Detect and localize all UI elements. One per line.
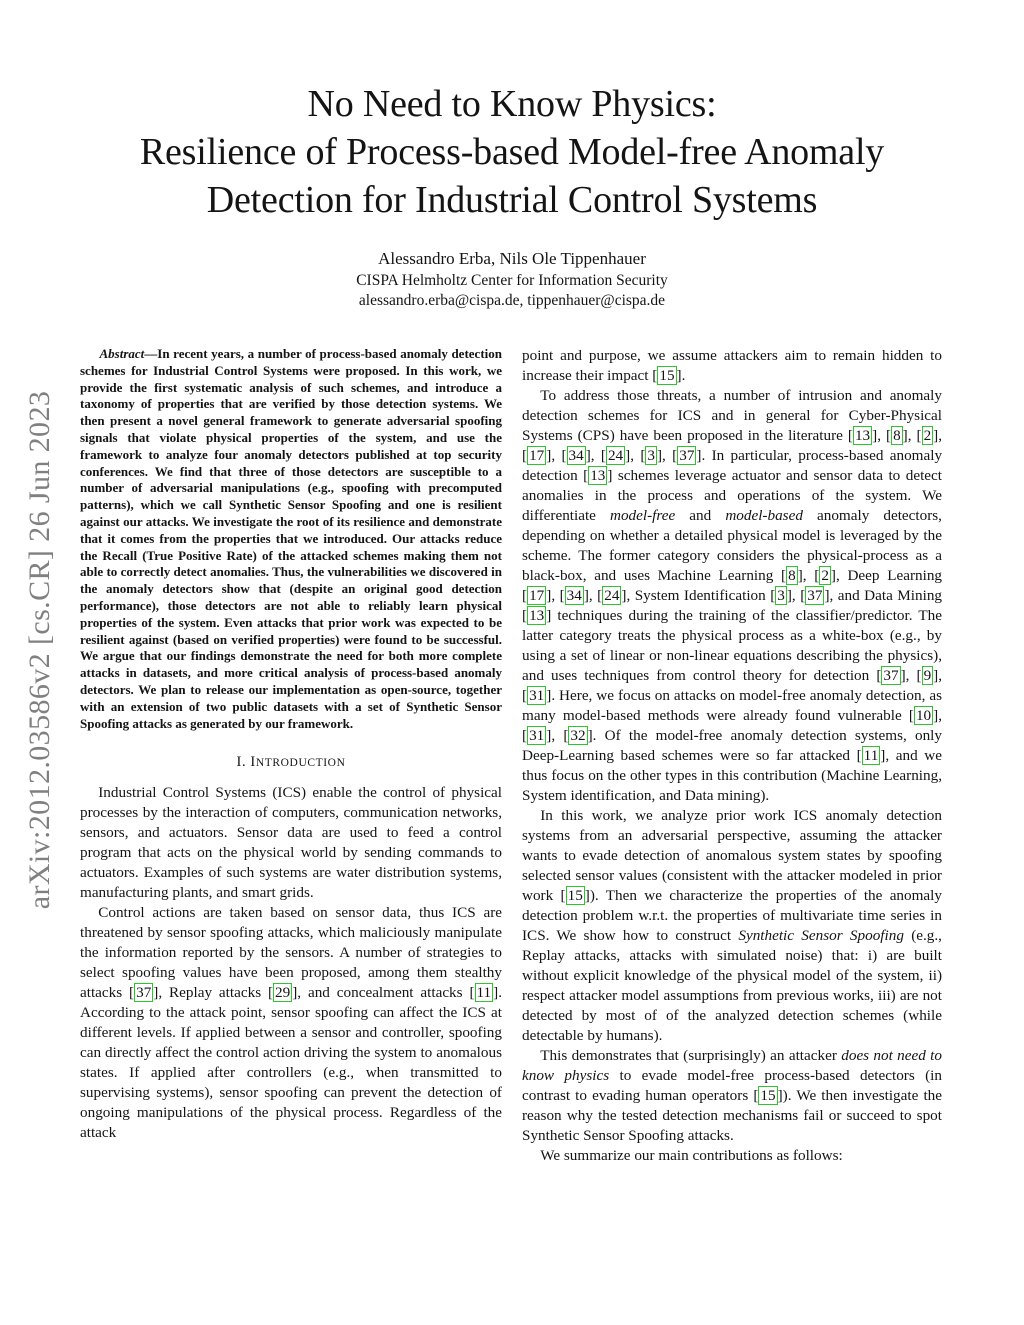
paragraph: Industrial Control Systems (ICS) enable the control of physical processes by the interaction of computers, communication networks, sensors, and actuators. Sensor data are used to feed a control program that acts on the physical world by sending commands to actuators. Examples of such systems are water distribution systems, manufacturing plants, and smart grids. — [80, 784, 502, 902]
citation-link[interactable]: 15 — [659, 367, 675, 384]
abstract-label: Abstract — [99, 346, 145, 361]
right-column — [522, 346, 942, 1166]
citation-link[interactable]: 17 — [529, 587, 545, 604]
citation-link[interactable]: 31 — [529, 727, 545, 744]
paragraph: This demonstrates that (surprisingly) an attacker does not need to know physics to evade model-free process-based detectors (in contrast to evading human operators [ 15 ]). We then investigate the reason why the tested detection mechanisms fail or succeed to spot Synthetic Sensor Spoofing attacks. — [522, 1047, 943, 1144]
left-column — [80, 346, 502, 1143]
citation-link[interactable]: 37 — [807, 587, 823, 604]
citation-link[interactable]: 8 — [893, 427, 901, 444]
citation-link[interactable]: 2 — [821, 567, 829, 584]
citation-link[interactable]: 13 — [854, 427, 871, 444]
citation-link[interactable]: 11 — [863, 747, 879, 764]
arxiv-identifier: arXiv:2012.03586v2 [cs.CR] 26 Jun 2023 — [23, 390, 56, 910]
citation-link[interactable]: 8 — [788, 567, 796, 584]
citation-link[interactable]: 24 — [604, 587, 620, 604]
citation-link[interactable]: 32 — [570, 727, 586, 744]
affiliation: CISPA Helmholtz Center for Information Security — [356, 272, 668, 289]
paragraph: point and purpose, we assume attackers aim to remain hidden to increase their impact [ 15 ]. — [522, 347, 942, 384]
abstract-text: —In recent years, a number of process-based anomaly detection schemes for Industrial Control Systems were proposed. In this work, we provide the first systematic analysis of such schemes, and introduce a taxonomy of properties that are verified by those detection systems. We then present a novel general framework to generate adversarial spoofing signals that violate physical properties of the system, and use the framework to analyze four anomaly detectors published at top security conferences. We find that three of those detectors are susceptible to a number of adversarial manipulations (e.g., spoofing with precomputed patterns), which we call Synthetic Sensor Spoofing and one is resilient against our attacks. We investigate the root of its resilience and demonstrate that it comes from the properties that we introduced. Our attacks reduce the Recall (True Positive Rate) of the attacked schemes making them not able to correctly detect anomalies. Thus, the vulnerabilities we discovered in the anomaly detectors show that (despite an original good detection performance), those detectors are not able to reliably learn physical properties of the system. Even attacks that prior work was expected to be resilient against (based on verified properties) were found to be successful. We argue that our findings demonstrate the need for both more complete attacks in datasets, and more critical analysis of process-based anomaly detectors. We plan to release our implementation as open-source, together with an extension of two public datasets with a set of Synthetic Sensor Spoofing attacks as generated by our framework. — [80, 346, 502, 731]
citation-link[interactable]: 9 — [923, 667, 932, 684]
citation-link[interactable]: 34 — [568, 447, 584, 464]
citation-link[interactable]: 29 — [275, 984, 291, 1002]
citation-link[interactable]: 3 — [647, 447, 655, 464]
citation-link[interactable]: 37 — [679, 447, 695, 464]
citation-link[interactable]: 13 — [529, 607, 545, 624]
author-list: Alessandro Erba, Nils Ole Tippenhauer — [378, 249, 646, 268]
paragraph: Control actions are taken based on sensor data, thus ICS are threatened by sensor spoofing attacks, which maliciously manipulate the information reported by the sensors. A number of strategies to select spoofing values have been proposed, among them stealthy attacks [ 37 ], Replay attacks [ 29 ], and concealment attacks [ 11 ]. According to the attack point, sensor spoofing can affect the ICS at different levels. If applied between a sensor and controller, spoofing can directly affect the control action driving the system to anomalous states. If applied after controllers (e.g., when transmitted to supervising systems), sensor spoofing can prevent the detection of ongoing manipulations of the physical process. Regardless of the attack — [80, 904, 502, 1142]
abstract — [80, 346, 502, 732]
citation-link[interactable]: 3 — [777, 587, 785, 604]
paragraph: In this work, we analyze prior work ICS anomaly detection systems from an adversarial perspective, assuming the attacker wants to evade detection of anomalous system states by spoofing selected sensor values (consistent with the attacker modeled in prior work [ 15 ]). Then we characterize the properties of the anomaly detection problem w.r.t. the properties of multivariate time series in ICS. We show how to construct Synthetic Sensor Spoofing (e.g., Replay attacks, attacks with simulated noise) that: i) are built without explicit knowledge of the physical model of the system, ii) respect attacker model assumptions from previous works, iii) are not detected by most of of the analyzed detection schemes (while detectable by humans). — [522, 807, 942, 1044]
author-emails: alessandro.erba@cispa.de, tippenhauer@cispa.de — [358, 292, 666, 309]
citation-link[interactable]: 2 — [923, 427, 932, 444]
paragraph: To address those threats, a number of intrusion and anomaly detection schemes for ICS and in general for Cyber-Physical Systems (CPS) have been proposed in the literature [ 13 ], [ 8 ], [ 2 ], [ 17 ], [ 34 ], [ 24 ], [ 3 ], [ 37 ]. In particular, process-based anomaly detection [ 13 ] schemes leverage actuator and sensor data to detect anomalies in the process and operations of the system. We differentiate model-free and model-based anomaly detectors, depending on whether a detailed physical model is leveraged by the scheme. The former category considers the physical-process as a black-box, and uses Machine Learning [ 8 ], [ 2 ], Deep Learning [ 17 ], [ 34 ], [ 24 ], System Identification [ 3 ], [ 37 ], and Data Mining [ 13 ] techniques during the training of the classifier/predictor. The latter category treats the physical process as a white-box (e.g., by using a set of linear or non-linear equations describing the physics), and uses techniques from control theory for detection [ 37 ], [ 9 ], [ 31 ]. Here, we focus on attacks on model-free anomaly detection, as many model-based methods were already found vulnerable [ 10 ], [ 31 ], [ 32 ]. Of the model-free anomaly detection systems, only Deep-Learning based schemes were so far attacked [ 11 ], and we thus focus on the other types in this contribution (Machine Learning, System identification, and Data mining). — [522, 387, 943, 804]
citation-link[interactable]: 11 — [476, 984, 492, 1002]
citation-link[interactable]: 34 — [566, 587, 582, 604]
citation-link[interactable]: 31 — [529, 687, 545, 704]
title-line-3: Detection for Industrial Control Systems — [206, 179, 818, 221]
citation-link[interactable]: 37 — [136, 984, 152, 1002]
paragraph: We summarize our main contributions as follows: — [540, 1147, 843, 1164]
citation-link[interactable]: 24 — [607, 447, 624, 464]
citation-link[interactable]: 10 — [915, 707, 932, 724]
title-line-2: Resilience of Process-based Model-free Anomaly — [139, 131, 885, 173]
citation-link[interactable]: 13 — [590, 467, 606, 484]
arxiv-sidebar — [10, 360, 70, 940]
title-line-1: No Need to Know Physics: — [307, 83, 717, 125]
section-heading-introduction: I. INTRODUCTION — [236, 754, 346, 771]
citation-link[interactable]: 15 — [760, 1087, 776, 1104]
citation-link[interactable]: 15 — [567, 887, 583, 904]
citation-link[interactable]: 37 — [883, 667, 899, 684]
paper-title — [0, 80, 1024, 224]
citation-link[interactable]: 17 — [529, 447, 545, 464]
